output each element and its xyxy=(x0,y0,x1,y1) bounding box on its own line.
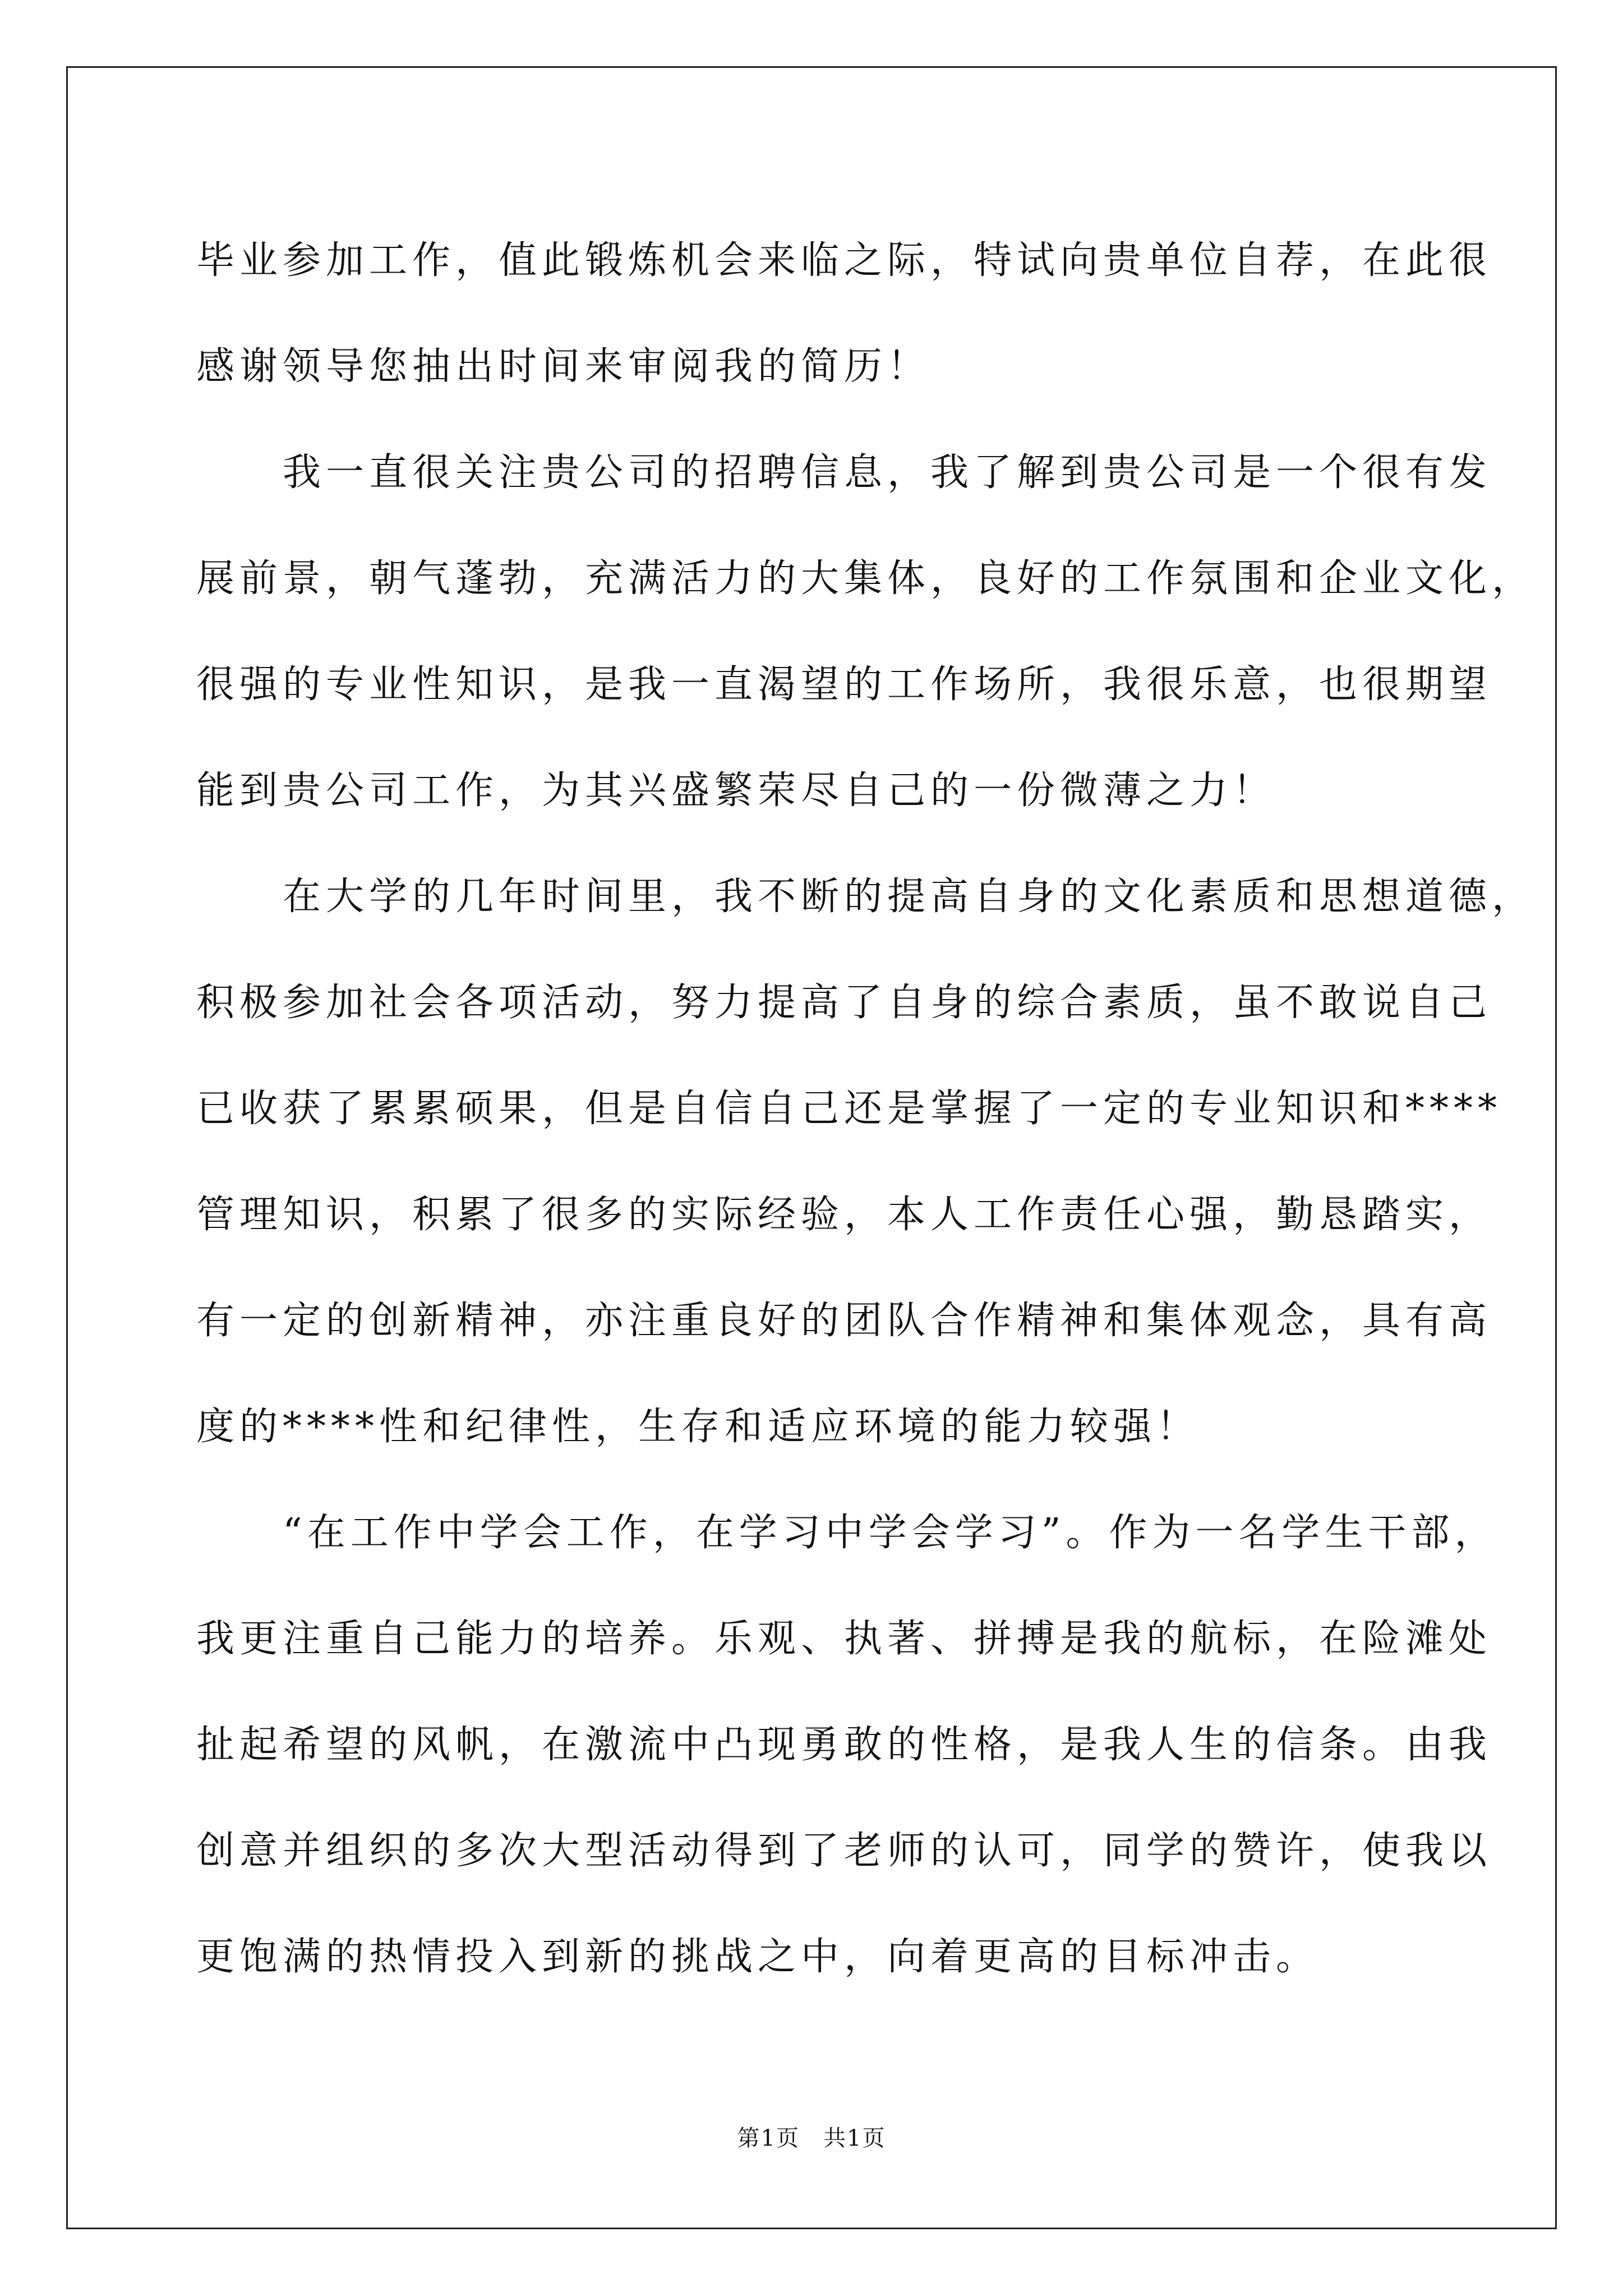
text-line: 毕业参加工作，值此锻炼机会来临之际，特试向贵单位自荐，在此很 xyxy=(196,238,1492,283)
text-line: 展前景，朝气蓬勃，充满活力的大集体，良好的工作氛围和企业文化， xyxy=(196,556,1536,601)
text-line: 积极参加社会各项活动，努力提高了自身的综合素质，虽不敢说自己 xyxy=(196,981,1492,1025)
paragraph-1 xyxy=(196,208,1492,420)
text-line: 更饱满的热情投入到新的挑战之中，向着更高的目标冲击。 xyxy=(196,1935,1320,1979)
page-footer: 第1页 共1页 xyxy=(737,2125,886,2151)
paragraph-2 xyxy=(196,420,1536,844)
text-line: 我更注重自己能力的培养。乐观、执著、拼搏是我的航标，在险滩处 xyxy=(196,1617,1492,1661)
text-line: 我一直很关注贵公司的招聘信息，我了解到贵公司是一个很有发 xyxy=(196,450,1492,495)
text-line: 已收获了累累硕果，但是自信自己还是掌握了一定的专业知识和**** xyxy=(196,1087,1502,1131)
text-line: 度的****性和纪律性，生存和适应环境的能力较强！ xyxy=(196,1405,1200,1449)
text-line: 扯起希望的风帆，在激流中凸现勇敢的性格，是我人生的信条。由我 xyxy=(196,1723,1492,1767)
text-line: “在工作中学会工作，在学习中学会学习”。作为一名学生干部， xyxy=(196,1511,1498,1555)
document-body xyxy=(196,208,1536,2010)
text-line: 能到贵公司工作，为其兴盛繁荣尽自己的一份微薄之力！ xyxy=(196,769,1276,813)
text-line: 管理知识，积累了很多的实际经验，本人工作责任心强，勤恳踏实， xyxy=(196,1193,1492,1237)
paragraph-3 xyxy=(196,844,1536,1480)
paragraph-4 xyxy=(196,1480,1498,2010)
text-line: 有一定的创新精神，亦注重良好的团队合作精神和集体观念，具有高 xyxy=(196,1299,1492,1343)
text-line: 感谢领导您抽出时间来审阅我的简历！ xyxy=(196,344,931,389)
text-line: 在大学的几年时间里，我不断的提高自身的文化素质和思想道德， xyxy=(196,875,1536,919)
text-line: 很强的专业性知识，是我一直渴望的工作场所，我很乐意，也很期望 xyxy=(196,662,1492,707)
text-line: 创意并组织的多次大型活动得到了老师的认可，同学的赞许，使我以 xyxy=(196,1829,1492,1873)
